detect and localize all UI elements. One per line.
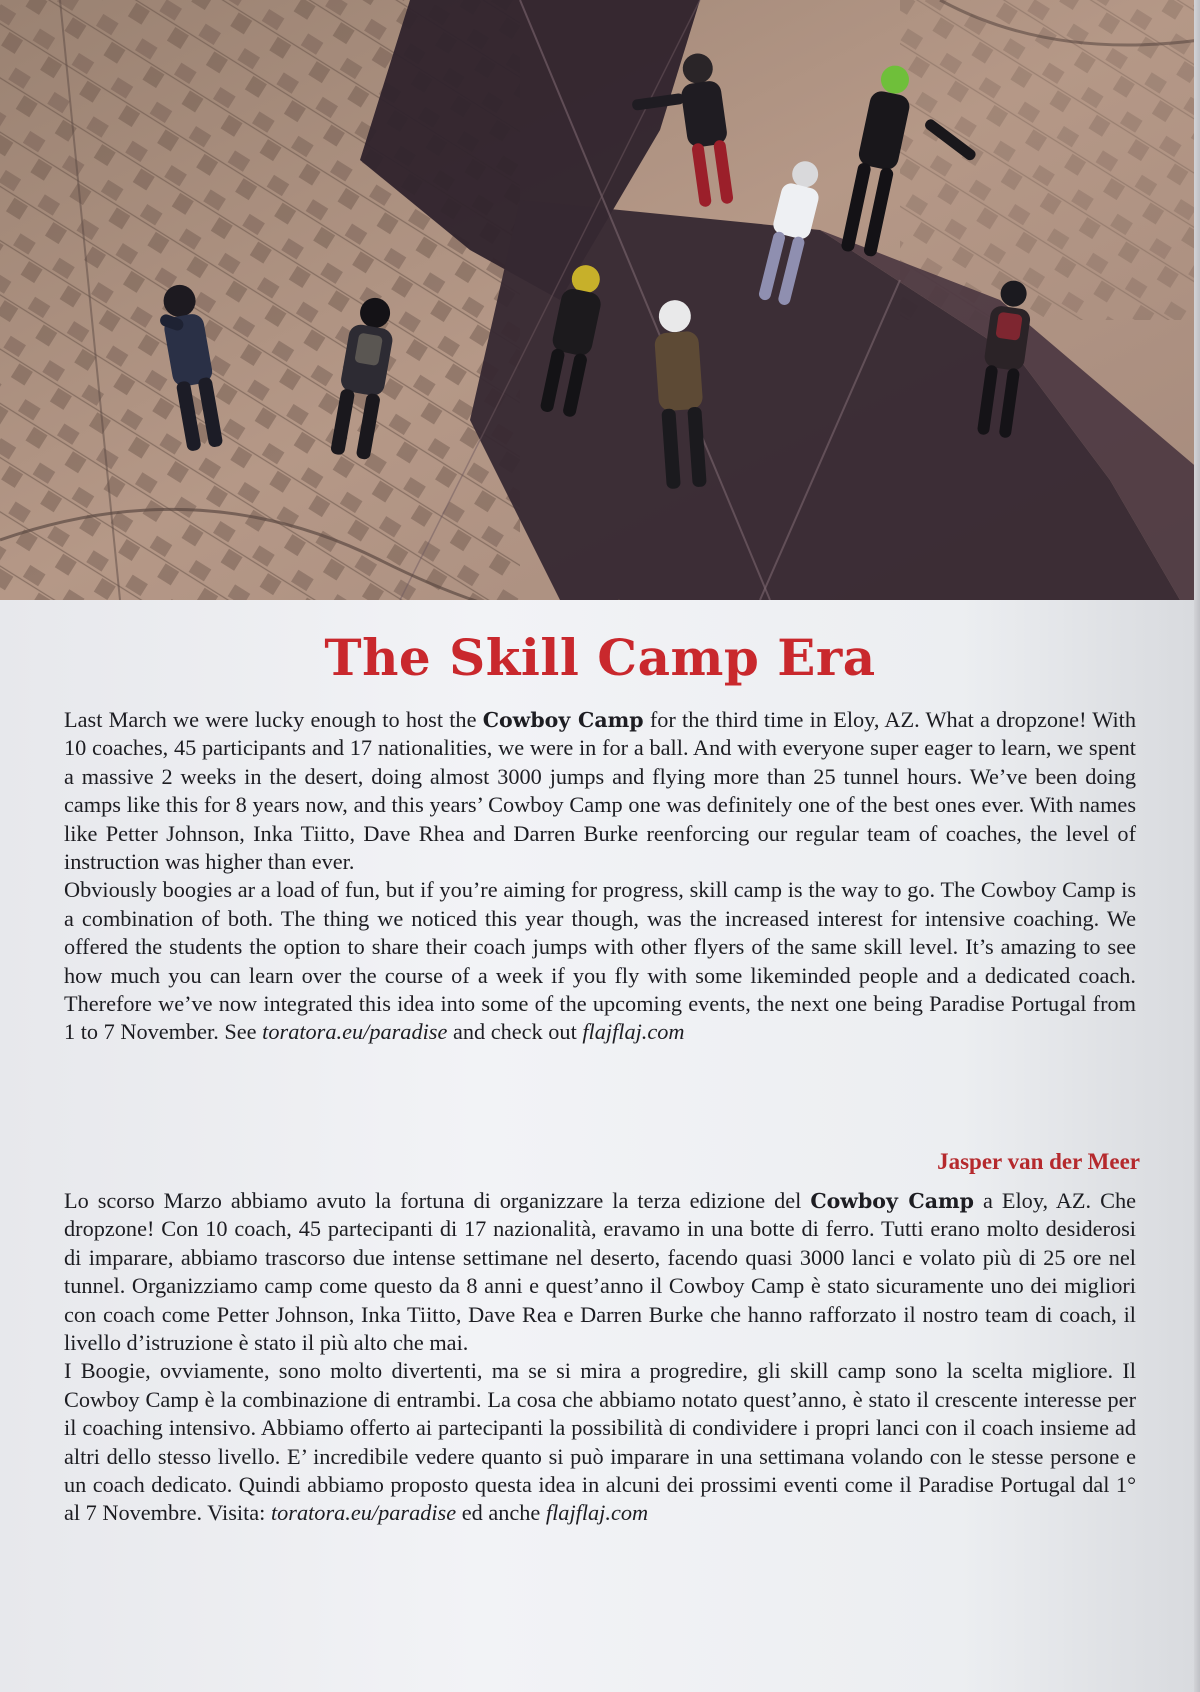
italian-p1-text-end: a Eloy, AZ. Che dropzone! Con 10 coach, 45 partecipanti di 17 nazionalità, eravamo in una botte di ferro. Tutti erano molto desiderosi di imparare, abbiamo trascorso due intense settimane nel deserto, facendo quasi 3000 lanci e volato più di 25 ore nel tunnel. Organizziamo camp come questo da 8 anni e quest’anno il Cowboy Camp è stato sicuramente uno dei migliori con coach come Petter Johnson, Inka Tiitto, Dave Rea e Darren Burke che hanno rafforzato il nostro team di coach, il livello d’istruzione è stato il più alto che mai. [64,1188,1136,1356]
italian-p2-text-middle: ed anche [456,1500,546,1526]
article-title: The Skill Camp Era [324,628,876,687]
italian-cowboy-camp: Cowboy Camp [810,1189,975,1213]
italian-flajflaj-link[interactable]: flajflaj.com [545,1500,649,1526]
english-paragraph-2 [64,876,1136,1046]
article-author: Jasper van der Meer [937,1149,1140,1174]
english-p2-text-start: Obviously boogies ar a load of fun, but if you’re aiming for progress, skill camp is the way to go. The Cowboy Camp is a combination of both. The thing we noticed this year though, was the increased interest for intensive coaching. We offered the students the option to share their coach jumps with other flyers of the same skill level. It’s amazing to see how much you can learn over the course of a week if you fly with some likeminded people and a dedicated coach. Therefore we’ve now integrated this idea into some of the upcoming events, the next one being Paradise Portugal from 1 to 7 November. See [64,877,1136,1045]
skydiving-photo [0,0,1200,600]
italian-paradise-link[interactable]: toratora.eu/paradise [270,1500,457,1526]
italian-paragraph-2 [64,1357,1136,1527]
english-paragraph-1 [64,706,1136,876]
skydivers-illustration [0,0,1200,600]
english-p1-text-end: for the third time in Eloy, AZ. What a dropzone! With 10 coaches, 45 participants and 17 nationalities, we were in for a ball. And with everyone super eager to learn, we spent a massive 2 weeks in the desert, doing almost 3000 jumps and flying more than 25 tunnel hours. We’ve been doing camps like this for 8 years now, and this years’ Cowboy Camp one was definitely one of the best ones ever. With names like Petter Johnson, Inka Tiitto, Dave Rhea and Darren Burke reenforcing our regular team of coaches, the level of instruction was higher than ever. [64,707,1136,875]
town-grid-right [900,0,1200,320]
english-p1-text-start: Last March we were lucky enough to host the [64,707,483,732]
english-p2-text-middle: and check out [447,1019,583,1045]
italian-paragraph-1 [64,1187,1136,1357]
english-cowboy-camp: Cowboy Camp [482,708,644,732]
english-paradise-link[interactable]: toratora.eu/paradise [262,1019,448,1045]
english-flajflaj-link[interactable]: flajflaj.com [582,1019,685,1045]
italian-p1-text-start: Lo scorso Marzo abbiamo avuto la fortuna di organizzare la terza edizione del [64,1188,811,1213]
article-body-english [64,706,1136,1047]
article-body-italian [64,1187,1136,1528]
italian-p2-text-start: I Boogie, ovviamente, sono molto divertenti, ma se si mira a progredire, gli skill camp sono la scelta migliore. Il Cowboy Camp è la combinazione di entrambi. La cosa che abbiamo notato quest’anno, è stato il crescente interesse per il coaching intensivo. Abbiamo offerto ai partecipanti la possibilità di condividere i propri lanci con il coach insieme ad altri dello stesso livello. E’ incredibile vedere quanto si può imparare in una settimana volando con le stesse persone e un coach dedicato. Quindi abbiamo proposto questa idea in alcuni dei prossimi eventi come il Paradise Portugal dal 1° al 7 Novembre. Visita: [64,1358,1136,1526]
page-edge [1194,0,1200,1692]
